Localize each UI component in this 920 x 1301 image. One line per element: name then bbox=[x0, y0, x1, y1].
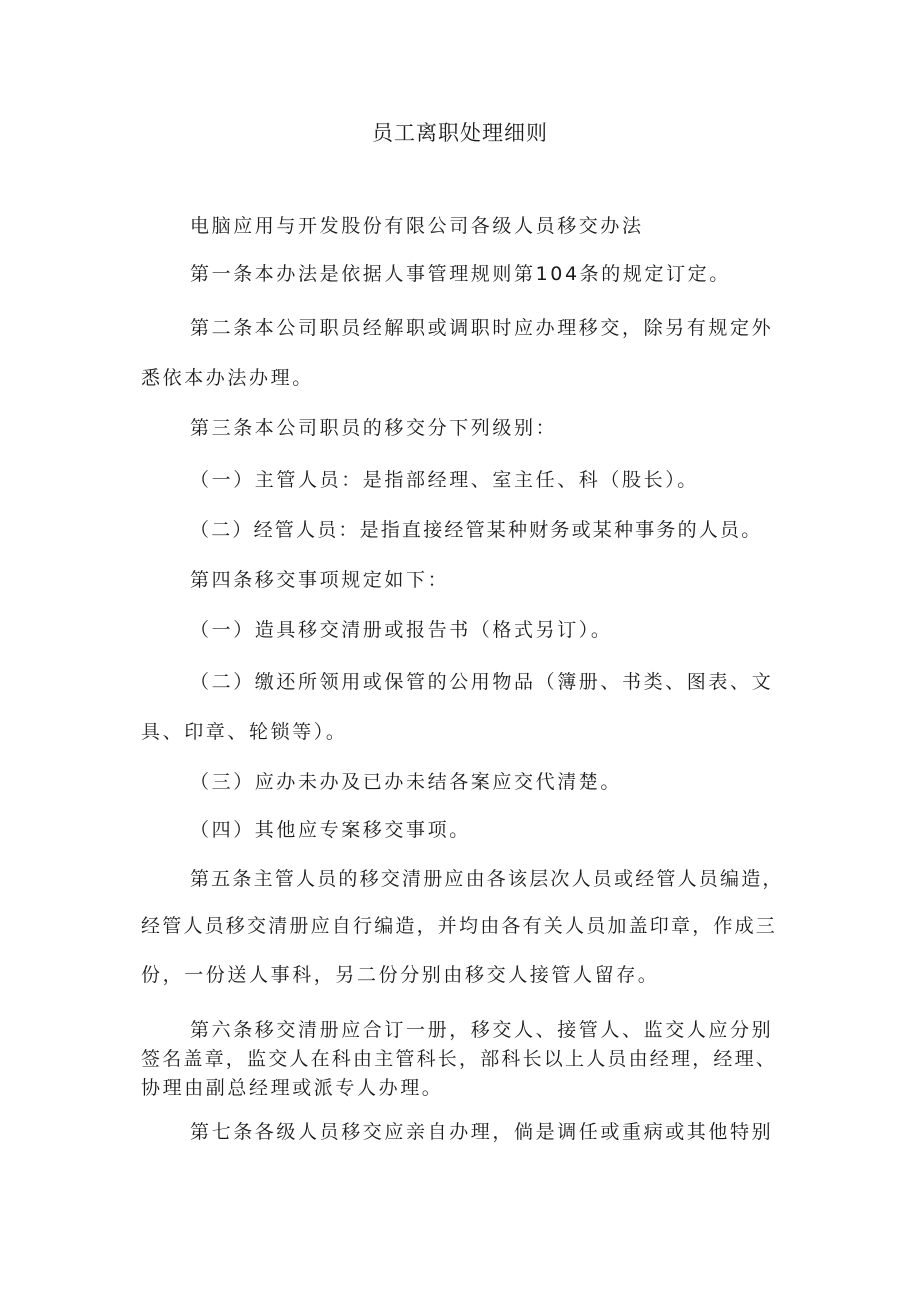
article-3-item-1: （一）主管人员：是指部经理、室主任、科（股长）。 bbox=[190, 469, 699, 491]
article-1: 第一条本办法是依据人事管理规则第104条的规定订定。 bbox=[190, 263, 731, 285]
article-4-item-2-line-1: （二）缴还所领用或保管的公用物品（簿册、书类、图表、文 bbox=[190, 671, 774, 693]
article-4: 第四条移交事项规定如下： bbox=[190, 569, 450, 591]
article-6-line-3: 协理由副总经理或派专人办理。 bbox=[141, 1077, 444, 1099]
document-title: 员工离职处理细则 bbox=[372, 121, 548, 145]
article-6-line-2: 签名盖章，监交人在科由主管科长，部科长以上人员由经理，经理、 bbox=[141, 1048, 778, 1070]
article-7-line-1: 第七条各级人员移交应亲自办理，倘是调任或重病或其他特别 bbox=[190, 1121, 774, 1143]
article-2-line-1: 第二条本公司职员经解职或调职时应办理移交，除另有规定外 bbox=[190, 317, 774, 339]
article-5-line-1: 第五条主管人员的移交清册应由各该层次人员或经管人员编造， bbox=[190, 868, 784, 890]
article-4-item-2-line-2: 具、印章、轮锁等）。 bbox=[141, 721, 348, 743]
article-3: 第三条本公司职员的移交分下列级别： bbox=[190, 417, 558, 439]
article-2-line-2: 悉依本办法办理。 bbox=[141, 367, 314, 389]
article-6-line-1: 第六条移交清册应合订一册，移交人、接管人、监交人应分别 bbox=[190, 1019, 774, 1041]
article-3-item-2: （二）经管人员：是指直接经管某种财务或某种事务的人员。 bbox=[190, 519, 763, 541]
article-5-line-3: 份，一份送人事科，另二份分别由移交人接管人留存。 bbox=[141, 964, 660, 986]
article-4-item-3: （三）应办未办及已办未结各案应交代清楚。 bbox=[190, 771, 623, 793]
article-4-item-4: （四）其他应专案移交事项。 bbox=[190, 819, 471, 841]
company-heading: 电脑应用与开发股份有限公司各级人员移交办法 bbox=[190, 215, 644, 237]
article-5-line-2: 经管人员移交清册应自行编造，并均由各有关人员加盖印章，作成三 bbox=[141, 915, 778, 937]
article-4-item-1: （一）造具移交清册或报告书（格式另订）。 bbox=[190, 619, 613, 641]
